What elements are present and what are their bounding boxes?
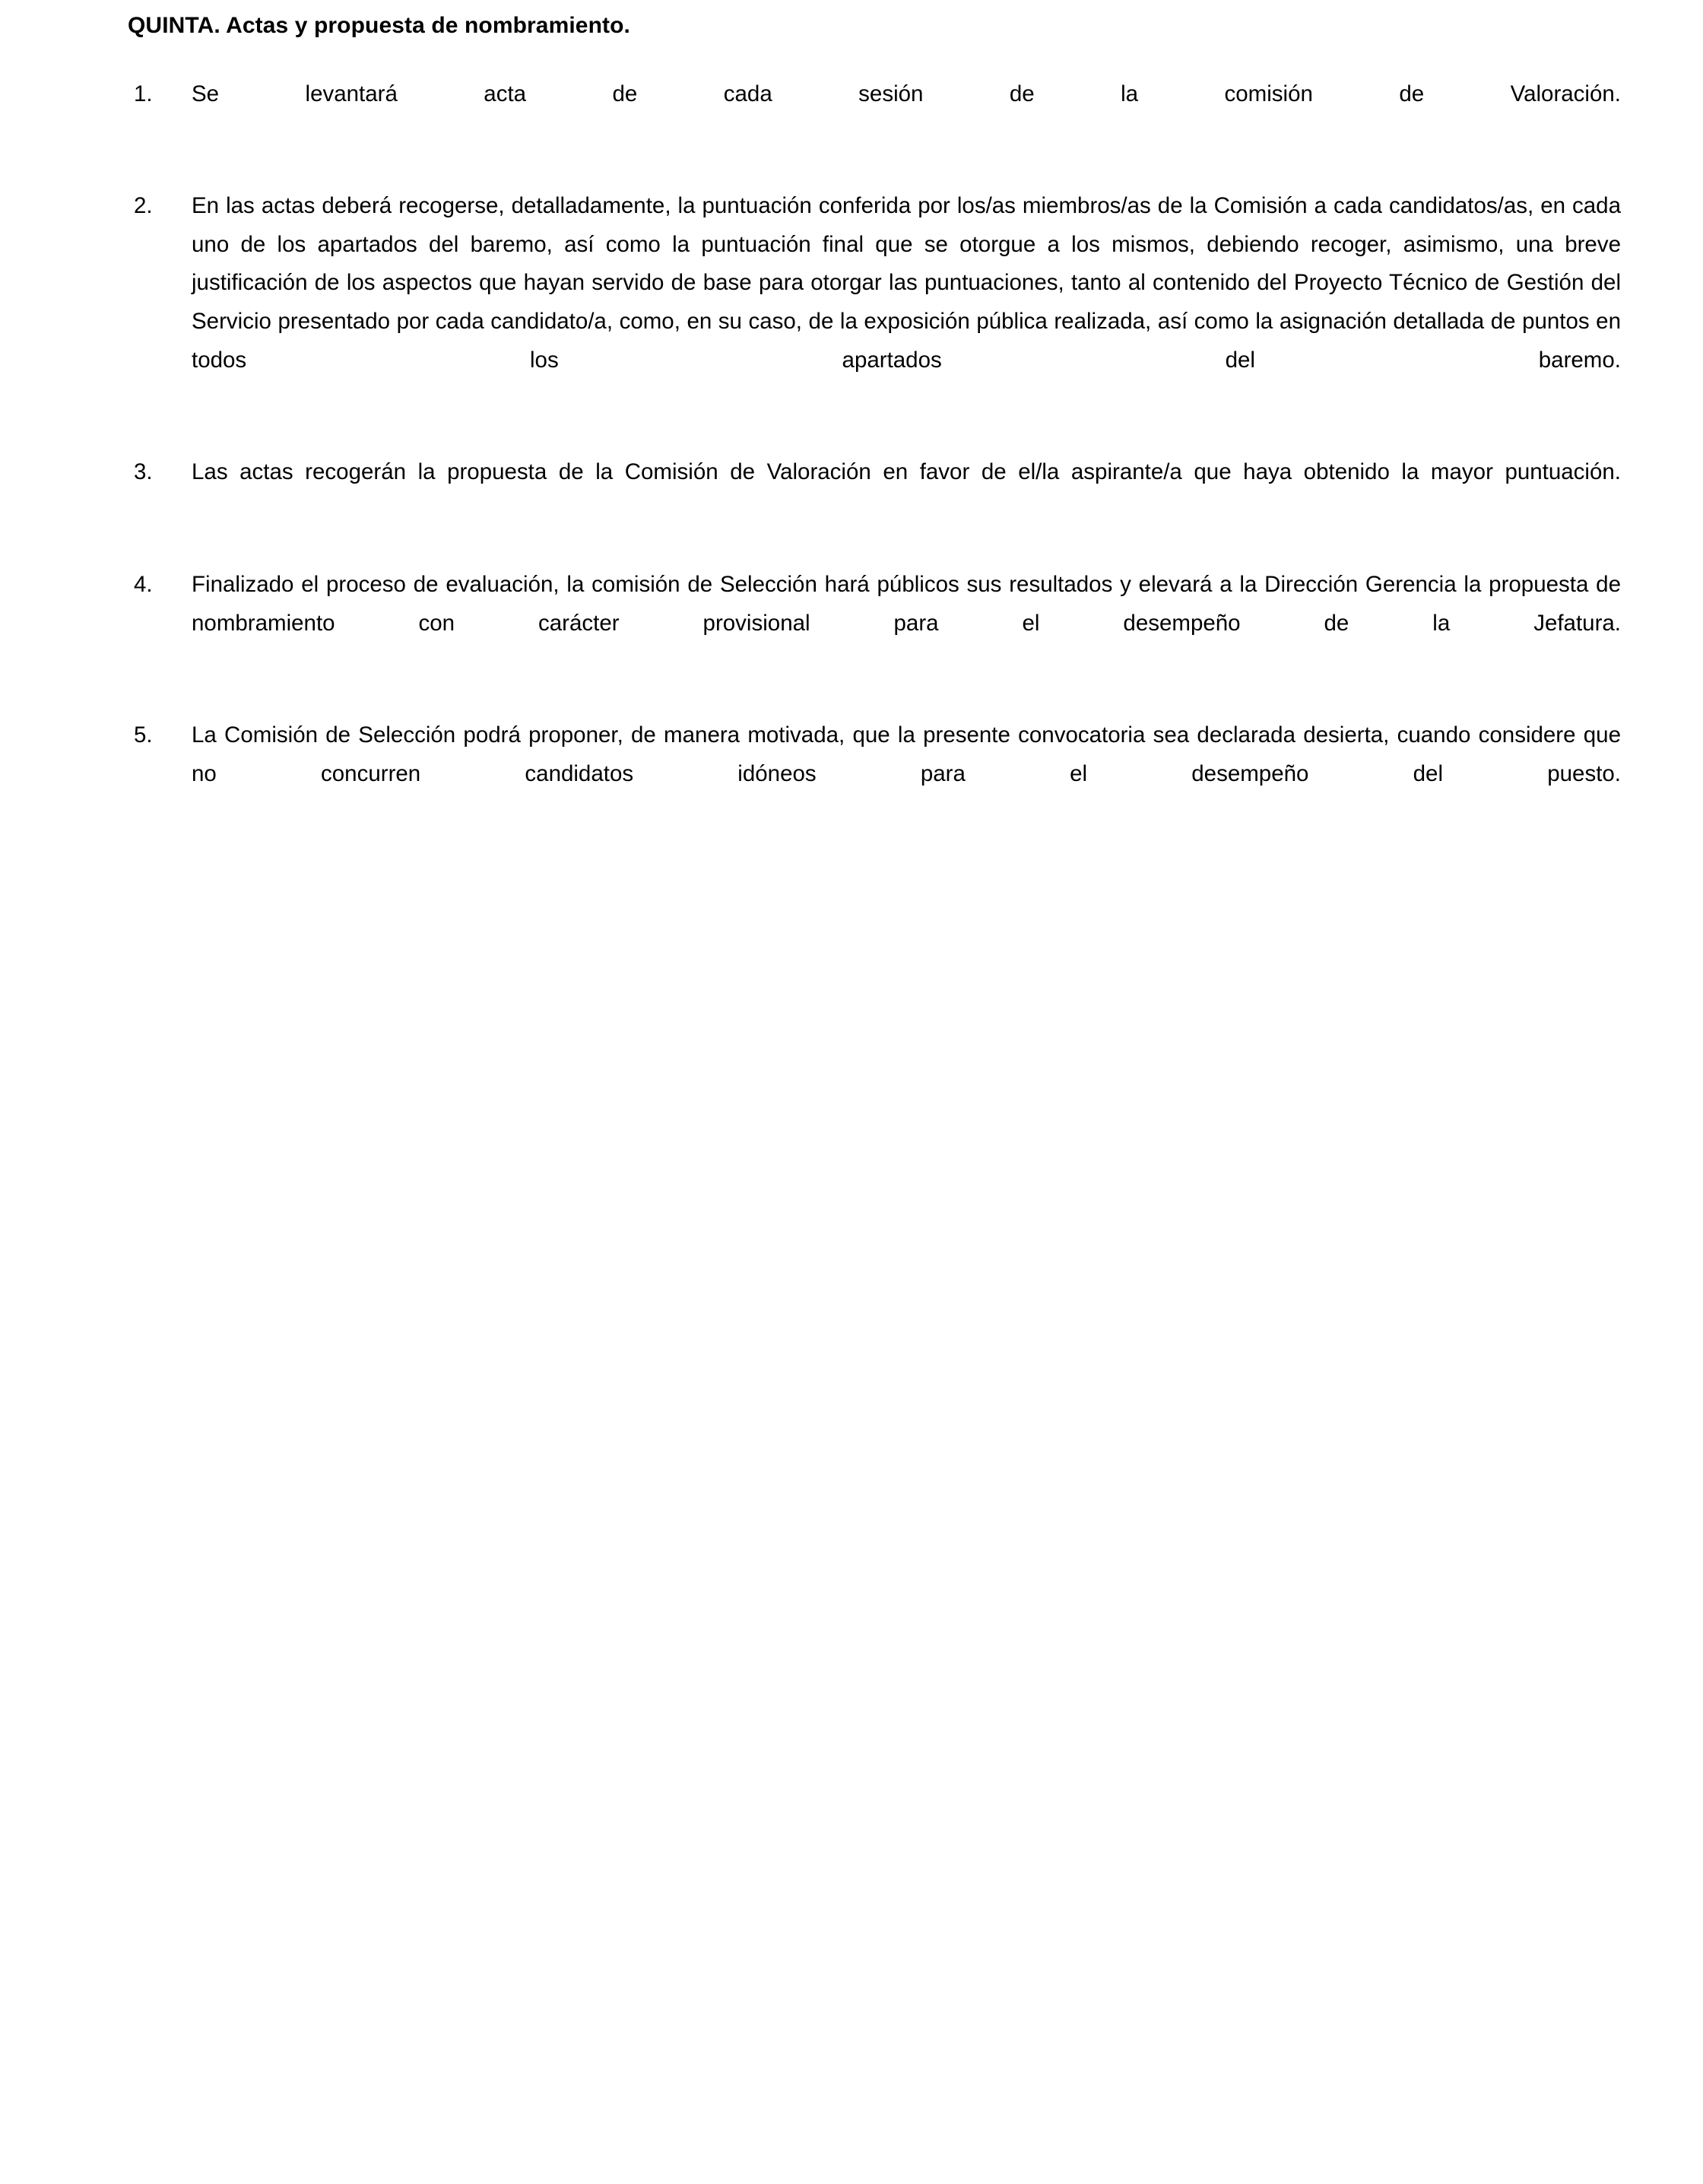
list-item — [128, 187, 1621, 418]
list-item — [128, 75, 1621, 152]
list-item-text: Finalizado el proceso de evaluación, la comisión de Selección hará públicos sus resultados y elevará a la Dirección Gerencia la propuesta de nombramiento con carácter provisional para el desempeño de la Jefatura. — [192, 571, 1621, 636]
list-item-marker: 1. — [134, 81, 153, 106]
list-item-text: En las actas deberá recogerse, detalladamente, la puntuación conferida por los/as miembros/as de la Comisión a cada candidatos/as, en cada uno de los apartados del baremo, así como la puntuación final que se otorgue a los mismos, debiendo recoger, asimismo, una breve justificación de los aspectos que hayan servido de base para otorgar las puntuaciones, tanto al contenido del Proyecto Técnico de Gestión del Servicio presentado por cada candidato/a, como, en su caso, de la exposición pública realizada, así como la asignación detallada de puntos en todos los apartados del baremo. — [192, 192, 1621, 373]
list-item-marker: 5. — [134, 722, 153, 748]
list-item-marker: 2. — [134, 192, 153, 218]
list-item — [128, 453, 1621, 530]
list-item-text: La Comisión de Selección podrá proponer, de manera motivada, que la presente convocatoria sea declarada desierta, cuando considere que no concurren candidatos idóneos para el desempeño del puesto. — [192, 722, 1621, 786]
list-item-marker: 4. — [134, 571, 153, 597]
page-title: QUINTA. Actas y propuesta de nombramiento. — [128, 13, 630, 38]
clause-list — [128, 75, 1621, 833]
list-item-text: Se levantará acta de cada sesión de la comisión de Valoración. — [192, 81, 1621, 106]
list-item-text: Las actas recogerán la propuesta de la Comisión de Valoración en favor de el/la aspirante/a que haya obtenido la mayor puntuación. — [192, 459, 1621, 485]
list-item-marker: 3. — [134, 459, 153, 485]
list-item — [128, 716, 1621, 832]
list-item — [128, 566, 1621, 681]
